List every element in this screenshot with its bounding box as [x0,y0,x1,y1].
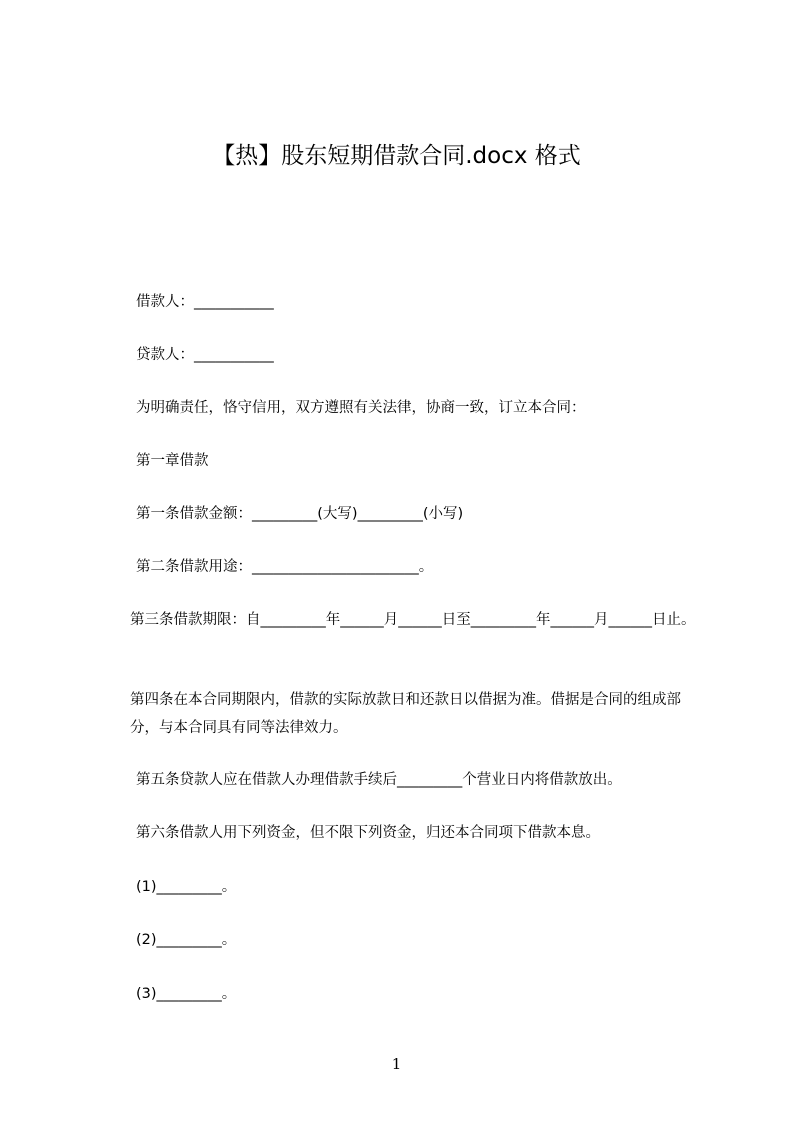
chapter-one-heading: 第一章借款 [136,453,209,469]
article-four-dates: 第四条在本合同期限内，借款的实际放款日和还款日以借据为准。借据是合同的组成部分，与本合同具有同等法律效力。 [130,692,681,736]
repayment-item-3: (3)_________。 [136,986,237,1002]
repayment-item-2: (2)_________。 [136,932,237,948]
borrower-line: 借款人：___________ [136,294,274,310]
document-title: 【热】股东短期借款合同.docx 格式 [212,143,581,169]
article-three-term: 第三条借款期限：自_________年______月______日至_________年______月______日止。 [130,612,696,628]
article-two-purpose: 第二条借款用途：_______________________。 [136,559,434,575]
repayment-item-1: (1)_________。 [136,879,237,895]
article-five-disbursement: 第五条贷款人应在借款人办理借款手续后_________个营业日内将借款放出。 [136,772,622,788]
lender-line: 贷款人：___________ [136,347,274,363]
article-six-repayment: 第六条借款人用下列资金，但不限下列资金，归还本合同项下借款本息。 [136,825,600,841]
preamble-paragraph: 为明确责任，恪守信用，双方遵照有关法律，协商一致，订立本合同： [136,400,586,416]
page-number: 1 [391,1055,402,1073]
article-one-amount: 第一条借款金额：_________(大写)_________(小写) [136,506,464,522]
